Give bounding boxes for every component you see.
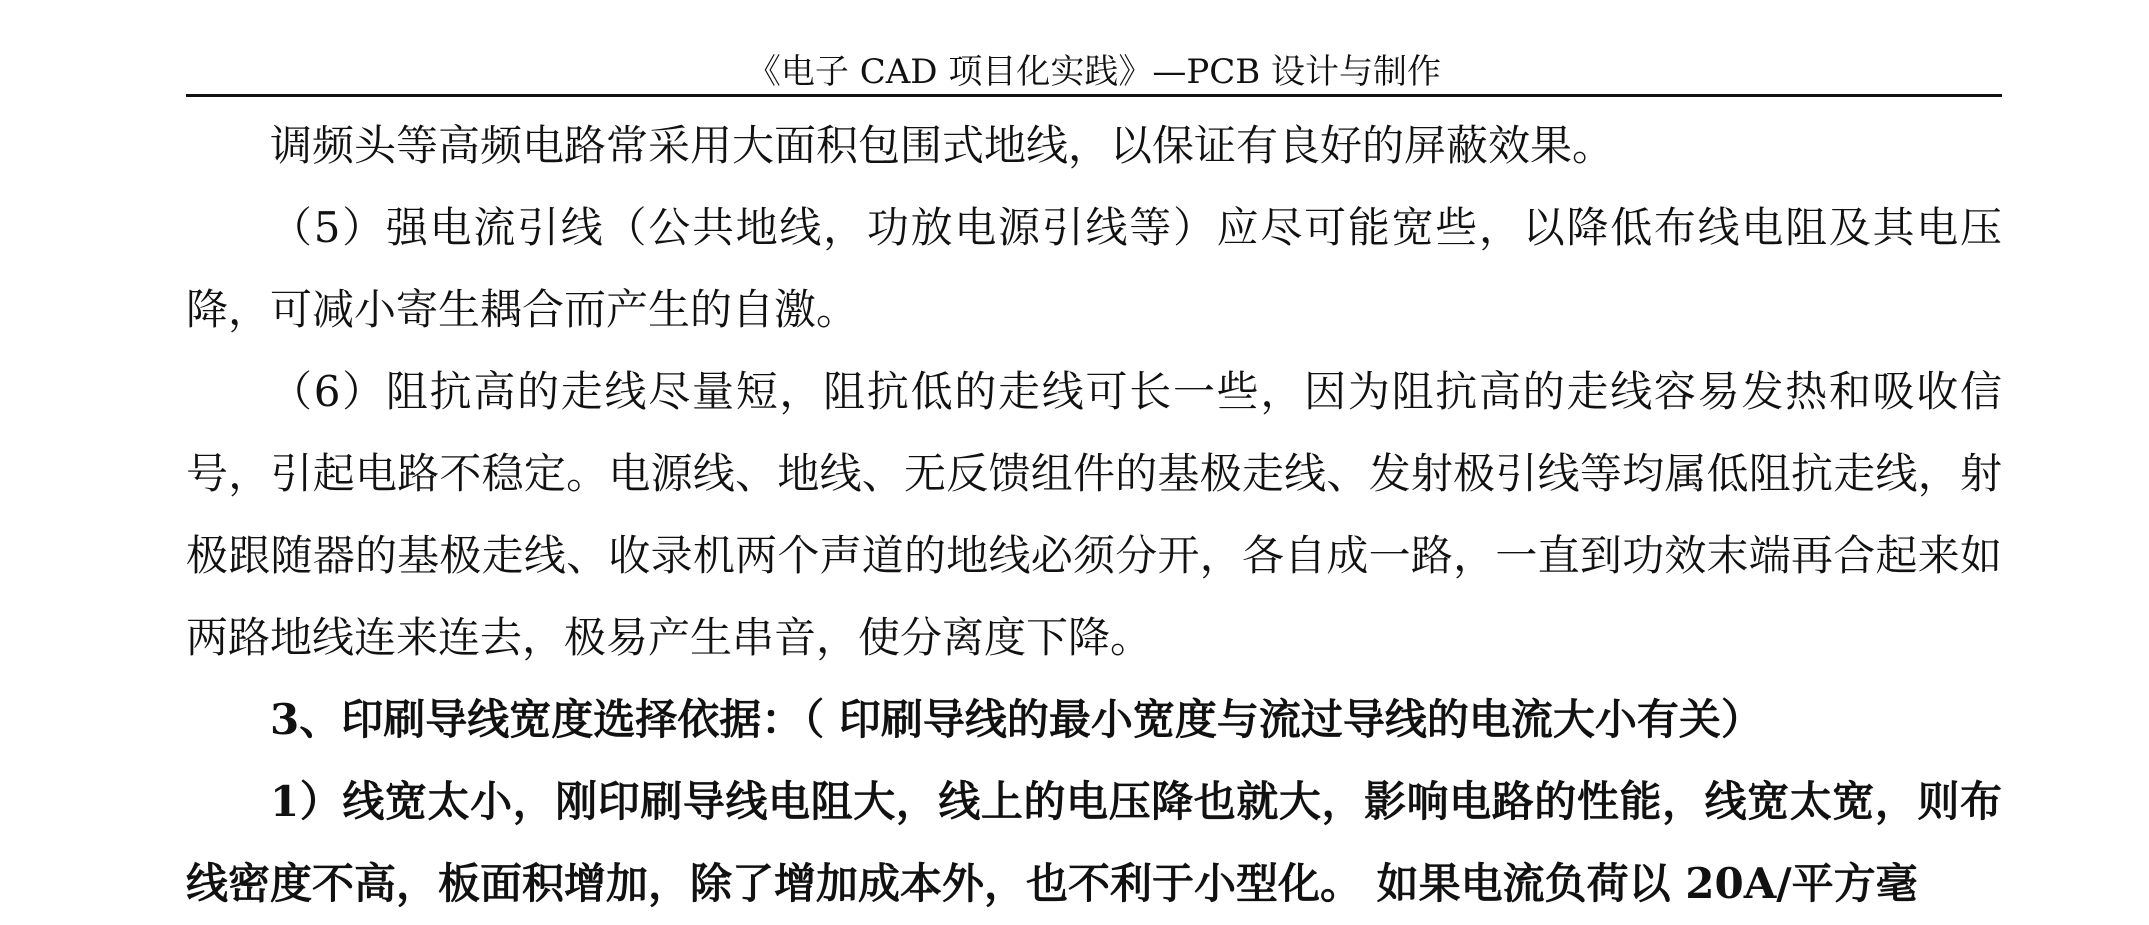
paragraph: 1）线宽太小，刚印刷导线电阻大，线上的电压降也就大，影响电路的性能，线宽太宽，则布线密度不高，板面积增加，除了增加成本外，也不利于小型化。 如果电流负荷以 20A/平方毫 — [186, 777, 2002, 908]
paragraph: 调频头等高频电路常采用大面积包围式地线，以保证有良好的屏蔽效果。 — [270, 121, 1615, 170]
document-body — [186, 105, 2002, 925]
page-header — [186, 50, 2002, 97]
page-header-title: 《电子 CAD 项目化实践》—PCB 设计与制作 — [746, 52, 1442, 92]
section-heading: 3、印刷导线宽度选择依据：（ 印刷导线的最小宽度与流过导线的电流大小有关） — [270, 695, 1763, 744]
paragraph: （6）阻抗高的走线尽量短，阻抗低的走线可长一些，因为阻抗高的走线容易发热和吸收信号，引起电路不稳定。电源线、地线、无反馈组件的基极走线、发射极引线等均属低阻抗走线，射极跟随器的基极走线、收录机两个声道的地线必须分开，各自成一路，一直到功效末端再合起来如两路地线连来连去，极易产生串音，使分离度下降。 — [186, 367, 2002, 662]
paragraph: （5）强电流引线（公共地线，功放电源引线等）应尽可能宽些，以降低布线电阻及其电压降，可减小寄生耦合而产生的自激。 — [186, 203, 2002, 334]
